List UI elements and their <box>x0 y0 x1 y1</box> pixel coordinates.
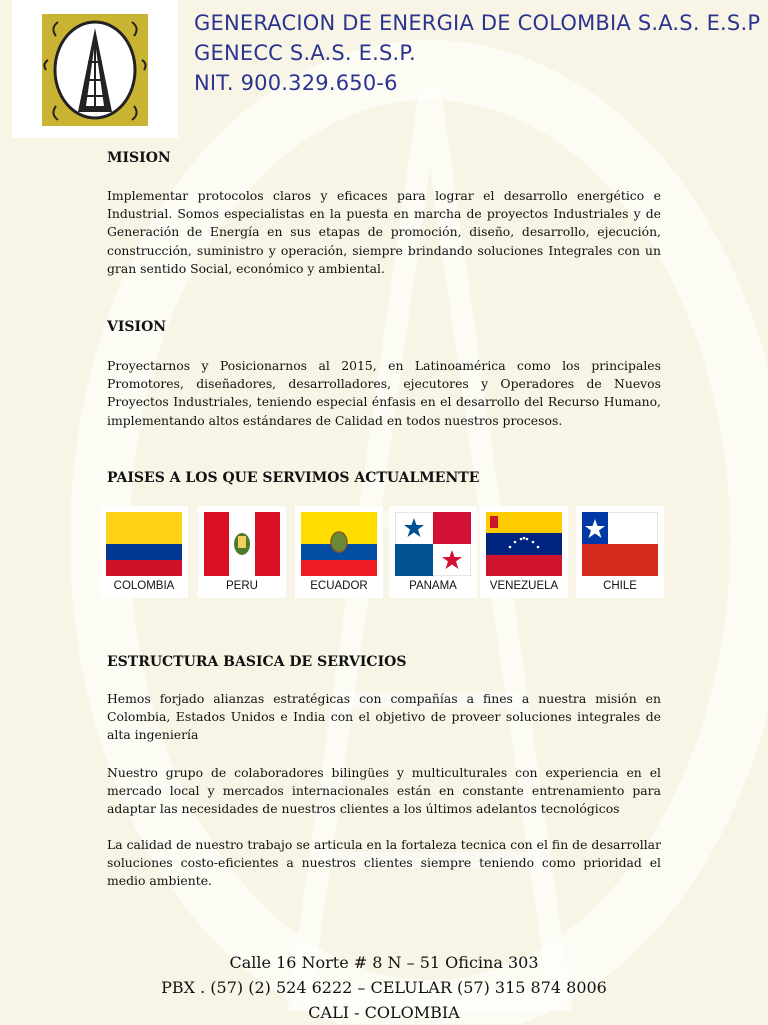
flag-label-peru: PERU <box>226 580 258 592</box>
flag-label-panama: PANAMA <box>409 580 457 592</box>
footer-contact <box>0 950 768 1025</box>
flag-chile <box>576 506 664 598</box>
footer-phones: PBX . (57) (2) 524 6222 – CELULAR (57) 315 874 8006 <box>161 978 607 997</box>
venezuela-flag-icon <box>486 512 562 576</box>
flag-label-ecuador: ECUADOR <box>310 580 368 592</box>
flag-venezuela <box>480 506 568 598</box>
flag-peru <box>198 506 286 598</box>
estructura-paragraph-1: Hemos forjado alianzas estratégicas con compañías a fines a nuestra misión en Colombia, Estados Unidos e India con el objetivo de proveer soluciones integrales de alta ingeniería <box>107 691 661 743</box>
peru-flag-icon <box>204 512 280 576</box>
vision-text: Proyectarnos y Posicionarnos al 2015, en Latinoamérica como los principales Promotores, diseñadores, desarrolladores, ejecutores y Operadores de Nuevos Proyectos Industriales, teniendo especial énfasis en el desarrollo del Recurso Humano, implementando altos estándares de Calidad en todos nuestros procesos. <box>107 358 661 428</box>
vision-title: VISION <box>107 319 167 335</box>
footer-city: CALI - COLOMBIA <box>308 1003 460 1022</box>
mision-title: MISION <box>107 150 171 166</box>
oil-derrick-logo-icon <box>42 14 148 126</box>
ecuador-flag-icon <box>301 512 377 576</box>
flag-colombia <box>100 506 188 598</box>
company-short-name: GENECC S.A.S. E.S.P. <box>194 41 416 65</box>
company-nit: NIT. 900.329.650-6 <box>194 71 398 95</box>
colombia-flag-icon <box>106 512 182 576</box>
paises-title: PAISES A LOS QUE SERVIMOS ACTUALMENTE <box>107 470 480 486</box>
company-header <box>194 8 760 98</box>
flag-panama <box>389 506 477 598</box>
company-name: GENERACION DE ENERGIA DE COLOMBIA S.A.S. E.S.P <box>194 11 761 35</box>
flag-ecuador <box>295 506 383 598</box>
mision-text: Implementar protocolos claros y eficaces para lograr el desarrollo energético e Industrial. Somos especialistas en la puesta en marcha de proyectos Industriales y de Generación de Energía en sus etapas de promoción, diseño, desarrollo, ejecución, construcción, suministro y operación, siempre brindando soluciones Integrales con un gran sentido Social, económico y ambiental. <box>107 188 661 276</box>
estructura-paragraph-2: Nuestro grupo de colaboradores bilingües y multiculturales con experiencia en el mercado local y mercados internacionales están en constante entrenamiento para adaptar las necesidades de nuestros clientes a los últimos adelantos tecnológicos <box>107 765 661 817</box>
flag-label-chile: CHILE <box>603 580 637 592</box>
country-flags <box>100 506 700 606</box>
flag-label-colombia: COLOMBIA <box>113 580 175 592</box>
estructura-title: ESTRUCTURA BASICA DE SERVICIOS <box>107 654 407 670</box>
panama-flag-icon <box>395 512 471 576</box>
flag-label-venezuela: VENEZUELA <box>489 580 559 592</box>
chile-flag-icon <box>582 512 658 576</box>
company-logo <box>12 0 178 138</box>
estructura-paragraph-3: La calidad de nuestro trabajo se articula en la fortaleza tecnica con el fin de desarrollar soluciones costo-eficientes a nuestros clientes siempre teniendo como prioridad el medio ambiente. <box>107 837 661 889</box>
footer-address: Calle 16 Norte # 8 N – 51 Oficina 303 <box>229 953 539 972</box>
